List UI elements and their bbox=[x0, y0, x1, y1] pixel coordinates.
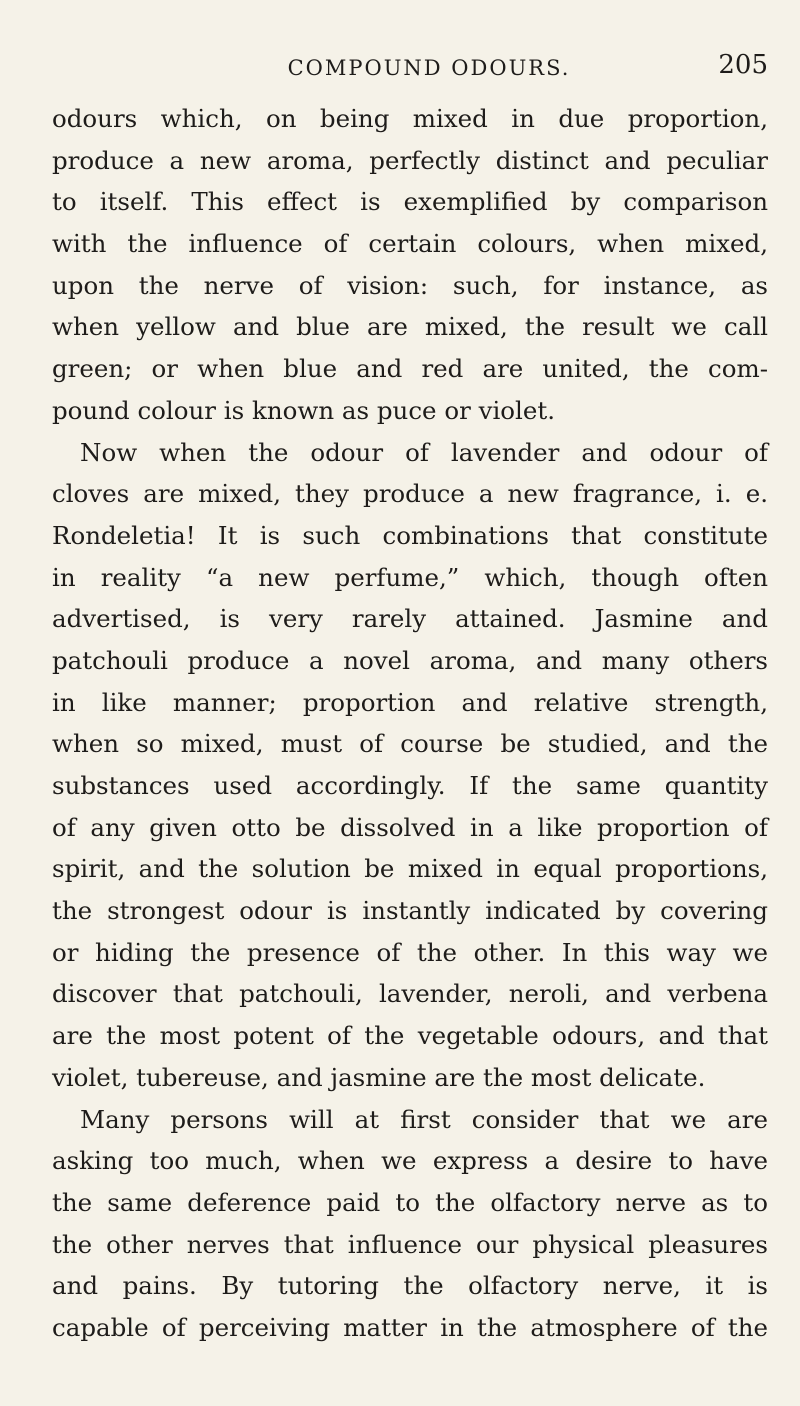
text-line: or hiding the presence of the other. In this way we bbox=[52, 937, 768, 967]
text-line: in like manner; proportion and relative strength, bbox=[52, 687, 768, 717]
text-line: advertised, is very rarely attained. Jasmine and bbox=[52, 604, 768, 634]
text-line: the same deference paid to the olfactory nerve as to bbox=[52, 1187, 768, 1217]
text-line: asking too much, when we express a desire to have bbox=[52, 1146, 768, 1176]
text-line: odours which, on being mixed in due proportion, bbox=[52, 104, 768, 133]
text-line: spirit, and the solution be mixed in equal proportions, bbox=[52, 854, 768, 884]
page-number: 205 bbox=[718, 50, 768, 80]
text-line: substances used accordingly. If the same quantity bbox=[52, 771, 768, 800]
text-line: when so mixed, must of course be studied, and the bbox=[52, 729, 768, 759]
text-line: capable of perceiving matter in the atmosphere of the bbox=[52, 1312, 768, 1342]
text-line: patchouli produce a novel aroma, and many others bbox=[52, 645, 768, 675]
text-line: Rondeletia! It is such combinations that constitute bbox=[52, 520, 768, 550]
text-line: violet, tubereuse, and jasmine are the most delicate. bbox=[52, 1062, 706, 1092]
text-line: and pains. By tutoring the olfactory nerve, it is bbox=[52, 1271, 768, 1301]
text-line: are the most potent of the vegetable odours, and that bbox=[52, 1021, 768, 1051]
text-line: cloves are mixed, they produce a new fragrance, i. e. bbox=[52, 479, 768, 509]
text-line: the other nerves that influence our physical pleasures bbox=[52, 1229, 768, 1259]
text-line: to itself. This effect is exemplified by comparison bbox=[52, 187, 768, 217]
text-line: Now when the odour of lavender and odour of bbox=[80, 437, 768, 467]
text-line: produce a new aroma, perfectly distinct and peculiar bbox=[52, 145, 768, 175]
text-line: Many persons will at first consider that we are bbox=[80, 1104, 768, 1134]
book-page bbox=[52, 48, 768, 1349]
text-line: when yellow and blue are mixed, the result we call bbox=[52, 312, 768, 342]
text-line: with the influence of certain colours, when mixed, bbox=[52, 229, 768, 259]
text-line: discover that patchouli, lavender, neroli, and verbena bbox=[52, 979, 768, 1009]
text-line: pound colour is known as puce or violet. bbox=[52, 395, 555, 425]
body-text bbox=[52, 98, 768, 1349]
text-line: upon the nerve of vision: such, for instance, as bbox=[52, 270, 768, 300]
running-head bbox=[52, 48, 768, 92]
running-title: COMPOUND ODOURS. bbox=[287, 56, 571, 80]
text-line: the strongest odour is instantly indicated by covering bbox=[52, 896, 768, 926]
text-line: green; or when blue and red are united, the com- bbox=[52, 354, 768, 384]
text-line: in reality “a new perfume,” which, though often bbox=[52, 562, 768, 592]
text-line: of any given otto be dissolved in a like proportion of bbox=[52, 812, 768, 842]
